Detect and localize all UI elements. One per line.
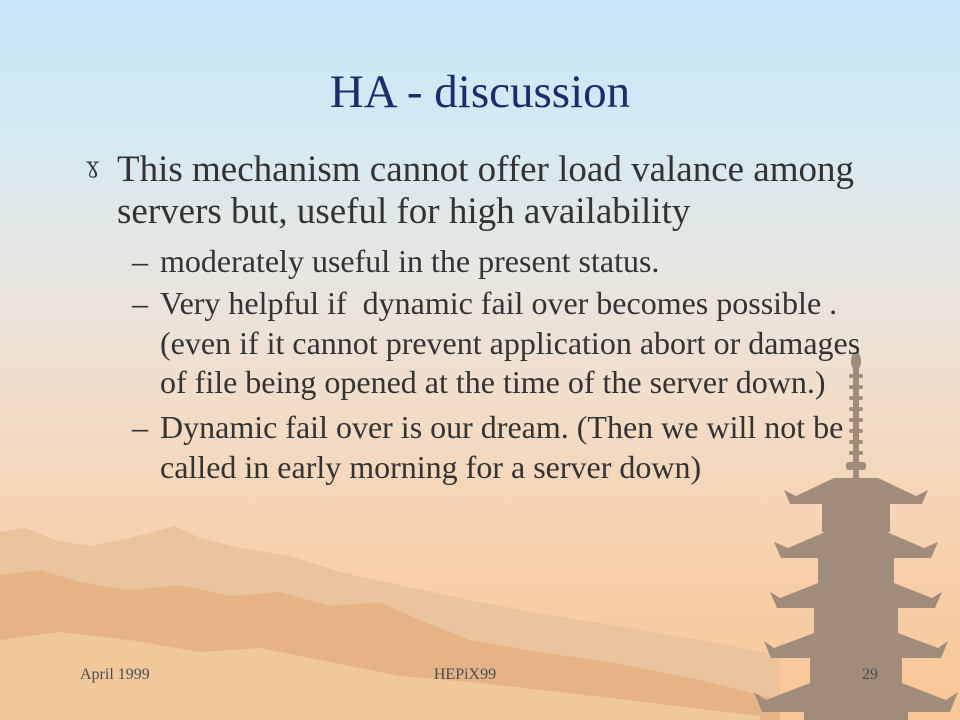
sub-item — [132, 242, 932, 282]
slide-title: HA - discussion — [329, 66, 631, 118]
dash-marker: – — [132, 409, 148, 445]
sub-item-line: of file being opened at the time of the server down.) — [160, 364, 826, 400]
dash-marker: – — [132, 243, 148, 279]
dash-marker: – — [132, 285, 148, 321]
sub-item-line: (even if it cannot prevent application abort or damages — [160, 324, 861, 361]
mountains-silhouette — [0, 526, 780, 720]
bullet-line: This mechanism cannot offer load valance among — [117, 149, 855, 190]
sub-item-line: Very helpful if dynamic fail over becomes possible . — [160, 285, 838, 321]
sub-item — [132, 408, 932, 487]
sub-item-text — [160, 408, 932, 487]
footer-event: HEPiX99 — [433, 666, 497, 683]
sub-item — [132, 284, 932, 403]
bullet-text — [117, 149, 917, 233]
bullet-icon: ɣ — [86, 154, 100, 179]
sub-item-text — [160, 284, 932, 403]
sub-item-line: moderately useful in the present status. — [160, 243, 660, 279]
footer-page-number: 29 — [862, 666, 878, 683]
sub-item-text — [160, 242, 932, 282]
sub-item-line: called in early morning for a server down) — [160, 448, 702, 485]
sub-item-line: Dynamic fail over is our dream. (Then we will not be — [160, 409, 844, 445]
bullet-line: servers but, useful for high availability — [117, 191, 691, 232]
footer-date: April 1999 — [80, 666, 150, 683]
